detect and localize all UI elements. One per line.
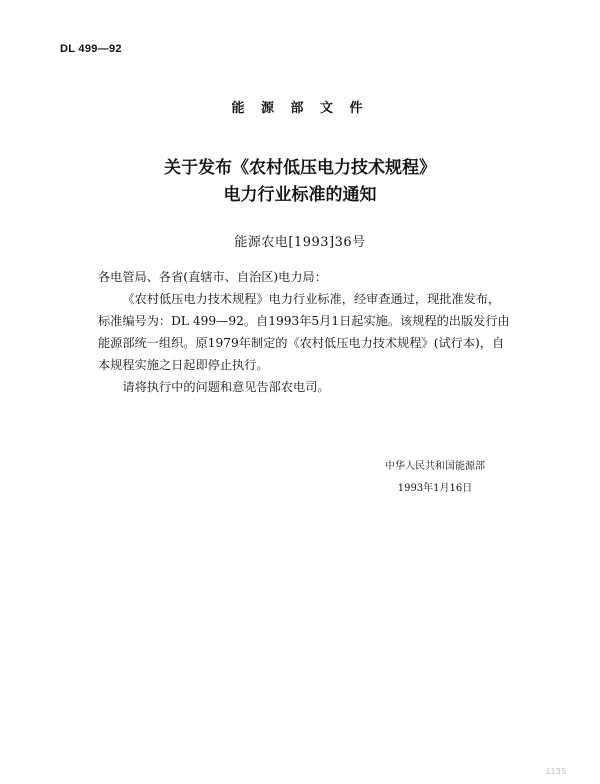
title-line-2: 电力行业标准的通知 — [223, 185, 377, 205]
document-title — [0, 155, 600, 209]
body-paragraph: 《农村低压电力技术规程》电力行业标准，经审查通过，现批准发布，标准编号为：DL 499—92。自1993年5月1日起实施。该规程的出版发行由能源部统一组织。原1979年制定的《农村低压电力技术规程》(试行本)，自本规程实施之日起即停止执行。 — [98, 292, 510, 372]
signing-organization: 中华人民共和国能源部 — [385, 461, 485, 472]
document-number: 能源农电[1993]36号 — [234, 235, 366, 250]
issuer-heading: 能 源 部 文 件 — [231, 101, 369, 116]
addressee: 各电管局、各省(直辖市、自治区)电力局： — [98, 270, 327, 284]
body-paragraph: 请将执行中的问题和意见告部农电司。 — [122, 380, 330, 394]
page-number: 1135 — [545, 767, 567, 776]
title-line-1: 关于发布《农村低压电力技术规程》 — [164, 158, 436, 178]
signature-block — [355, 456, 515, 500]
standard-code: DL 499—92 — [60, 43, 122, 55]
signing-date: 1993年1月16日 — [397, 483, 473, 494]
notice-body — [98, 266, 510, 398]
